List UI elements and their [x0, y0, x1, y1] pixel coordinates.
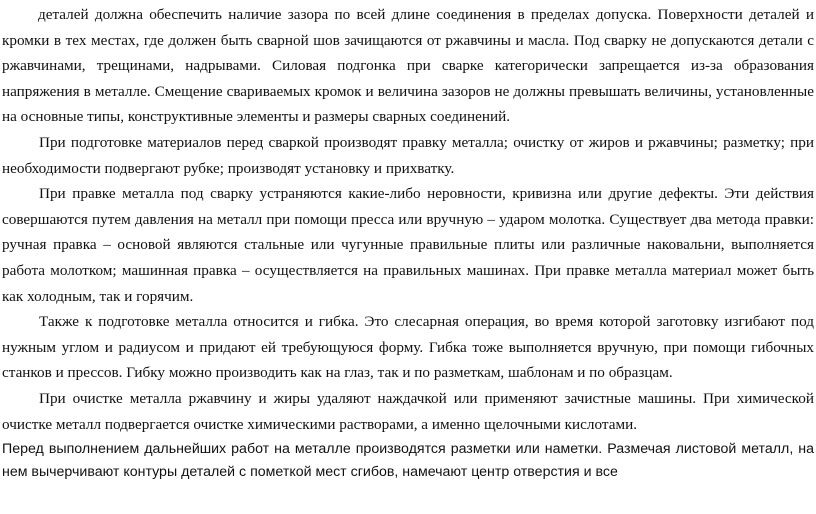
paragraph-metal-bending: Также к подготовке металла относится и гибка. Это слесарная операция, во время которой заготовку изгибают под нужным углом и радиусом и придают ей требующуюся форму. Гибка тоже выполняется вручную, при помощи гибочных станков и прессов. Гибку можно производить как на глаз, так и по разметкам, шаблонам и по образцам. [2, 313, 814, 382]
paragraph-metal-straightening: При правке металла под сварку устраняются какие-либо неровности, кривизна или другие дефекты. Эти действия совершаются путем давления на металл при помощи пресса или вручную – ударом молотка. Существует два метода правки: ручная правка – основой являются стальные или чугунные правильные плиты или различные наковальни, выполняется работа молотком; машинная правка – осуществляется на правильных машинах. При правке металла материал может быть как холодным, так и горячим. [2, 185, 814, 305]
paragraph-metal-cleaning: При очистке металла ржавчину и жиры удаляют наждачкой или применяют зачистные машины. При химической очистке металл подвергается очистке химическими растворами, а именно щелочными кислотами. [2, 389, 814, 433]
paragraph-material-preparation: При подготовке материалов перед сваркой производят правку металла; очистку от жиров и ржавчины; разметку; при необходимости подвергают рубке; производят установку и прихватку. [2, 133, 814, 177]
paragraph-welding-preparation-continued: деталей должна обеспечить наличие зазора по всей длине соединения в пределах допуска. Поверхности деталей и кромки в тех местах, где должен быть сварной шов зачищаются от ржавчины и масла. Под сварку не допускаются детали с ржавчинами, трещинами, надрывами. Силовая подгонка при сварке категорически запрещается из-за образования напряжения в металле. Смещение свариваемых кромок и величина зазоров не должны превышать величины, установленные на основные типы, конструктивные элементы и размеры сварных соединений. [2, 6, 814, 126]
paragraph-marking: Перед выполнением дальнейших работ на металле производятся разметки или наметки. Размечая листовой металл, на нем вычерчивают контуры деталей с пометкой мест сгибов, намечают центр отверстия и все [2, 441, 814, 480]
